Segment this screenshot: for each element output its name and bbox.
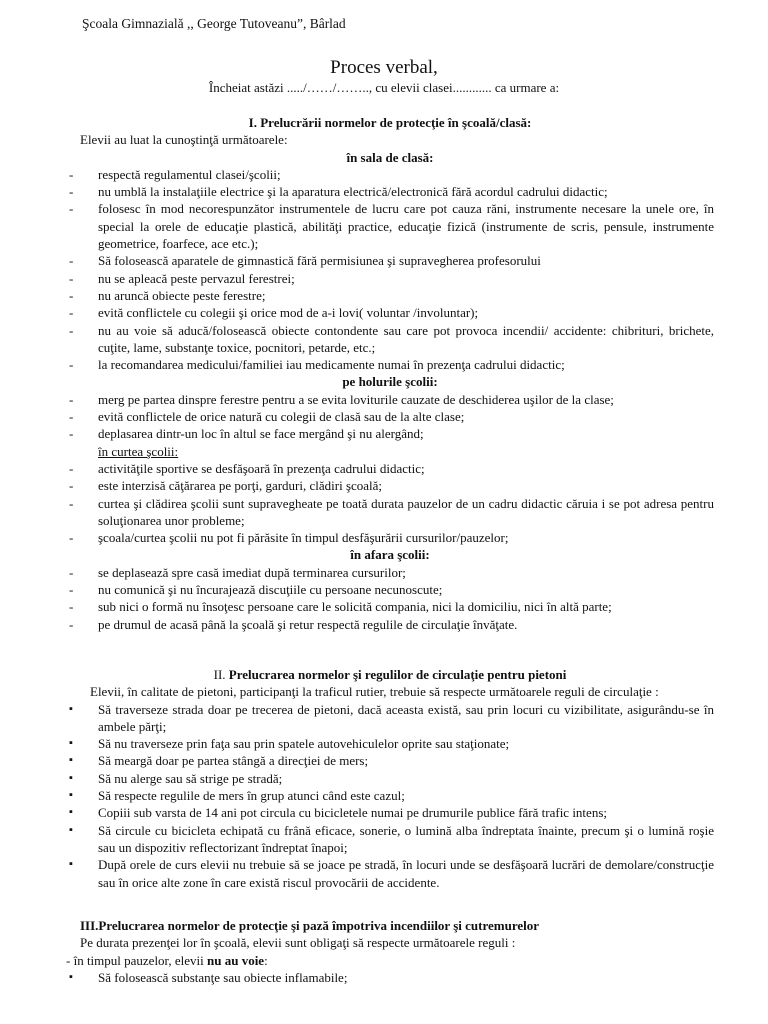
pauze-prefix: - în timpul pauzelor, elevii (66, 952, 207, 968)
section-3-pauze (66, 952, 714, 969)
section-1-heading: I. Prelucrării normelor de protecţie în şcoală/clasă: (248, 115, 532, 130)
list-item: ▪ Să circule cu bicicleta echipată cu frână eficace, sonerie, o lumină alba îndreptata înainte, precum şi o lumină roşie sau un dispozitiv reflectorizant îndreptat înapoi; (66, 822, 714, 857)
section-2 (66, 666, 714, 891)
section-1-intro: Elevii au luat la cunoştinţă următoarele: (80, 132, 288, 148)
list-item: - activităţile sportive se desfăşoară în prezenţa cadrului didactic; (66, 460, 714, 477)
subheading-holuri: pe holurile şcolii: (342, 374, 438, 390)
pauze-bold: nu au voie (207, 952, 265, 968)
list-item: - este interzisă căţărarea pe porţi, garduri, clădiri şcoală; (66, 477, 714, 494)
document-title: Proces verbal, (330, 57, 438, 78)
school-name: Şcoala Gimnazială ,, George Tutoveanu”, Bârlad (82, 16, 346, 31)
list-item: ▪ Să respecte regulile de mers în grup atunci când este cazul; (66, 787, 714, 804)
list-item: ▪ Copiii sub varsta de 14 ani pot circula cu bicicletele numai pe drumurile publice fără trafic intens; (66, 804, 714, 821)
list-item: - merg pe partea dinspre ferestre pentru a se evita loviturile cauzate de deschiderea uşilor de la clase; (66, 391, 714, 408)
list-item: ▪ Să nu alerge sau să strige pe stradă; (66, 770, 714, 787)
list-item: - evită conflictele cu colegii şi orice mod de a-i lovi( voluntar /involuntar); (66, 304, 714, 321)
list-holuri (66, 391, 714, 443)
list-item: ▪ Să nu traverseze prin faţa sau prin spatele autovehiculelor oprite sau staţionate; (66, 735, 714, 752)
list-item: - Să folosească aparatele de gimnastică fără permisiunea şi supravegherea profesorului (66, 252, 714, 269)
list-item: ▪ Să traverseze strada doar pe trecerea de pietoni, dacă aceasta există, sau prin locuri cu vizibilitate, asigurându-se în ambele părţi; (66, 701, 714, 736)
list-incendii (66, 969, 714, 986)
list-item: - folosesc în mod necorespunzător instrumentele de lucru care pot cauza răni, instrumente necesare la unele ore, în special la orele de educaţie plastică, abilităţi practice, educaţie fizică (instrumente de scris, pensule, instrumente geometrice, foarfece, ace etc.); (66, 200, 714, 252)
list-item: - evită conflictele de orice natură cu colegii de clasă sau de la alte clase; (66, 408, 714, 425)
section-2-heading (66, 666, 714, 683)
list-item: - nu umblă la instalaţiile electrice şi la aparatura electrică/electronică fără acordul cadrului didactic; (66, 183, 714, 200)
list-item: - nu comunică şi nu încurajează discuţiile cu persoane necunoscute; (66, 581, 714, 598)
list-item: - nu aruncă obiecte peste ferestre; (66, 287, 714, 304)
subheading-afara: în afara şcolii: (350, 547, 430, 563)
section-1 (66, 114, 714, 633)
pauze-suffix: : (264, 952, 268, 968)
list-item: ▪ După orele de curs elevii nu trebuie să se joace pe stradă, în locuri unde se desfăşoară lucrări de demolare/construcţie sau în orice alte zone în care există riscul provocării de accidente. (66, 856, 714, 891)
section-3-heading: III.Prelucrarea normelor de protecţie şi pază împotriva incendiilor şi cutremurelor (80, 918, 540, 933)
list-sala (66, 166, 714, 374)
subheading-curte: în curtea şcolii: (98, 443, 179, 459)
list-item: - se deplasează spre casă imediat după terminarea cursurilor; (66, 564, 714, 581)
list-item: - şcoala/curtea şcolii nu pot fi părăsite în timpul desfăşurării cursurilor/pauzelor; (66, 529, 714, 546)
section-2-intro: Elevii, în calitate de pietoni, participanţi la traficul rutier, trebuie să respecte următoarele reguli de circulaţie : (90, 684, 659, 700)
list-item: - curtea şi clădirea şcolii sunt supravegheate pe toată durata pauzelor de un cadru didactic căruia i se pot adresa pentru soluţionarea unor probleme; (66, 495, 714, 530)
list-item: - nu au voie să aducă/folosească obiecte contondente sau care pot provoca incendii/ accidente: chibrituri, brichete, cuţite, lame, substanţe toxice, pocnitori, petarde, etc.; (66, 322, 714, 357)
list-item: ▪ Să meargă doar pe partea stângă a direcţiei de mers; (66, 752, 714, 769)
list-item: - la recomandarea medicului/familiei iau medicamente numai în prezenţa cadrului didactic; (66, 356, 714, 373)
section-2-number: II. (213, 667, 229, 682)
list-item: - nu se apleacă peste pervazul ferestrei; (66, 270, 714, 287)
list-item: - sub nici o formă nu însoţesc persoane care le solicită compania, nici la domiciliu, nici în altă parte; (66, 598, 714, 615)
list-afara (66, 564, 714, 633)
document-subtitle: Încheiat astăzi ...../……/…….., cu elevii clasei............ ca urmare a: (208, 80, 560, 95)
list-circulatie (66, 701, 714, 891)
list-curte (66, 460, 714, 546)
list-item: - pe drumul de acasă până la şcoală şi retur respectă regulile de circulaţie învăţate. (66, 616, 714, 633)
list-item: ▪ Să folosească substanţe sau obiecte inflamabile; (66, 969, 714, 986)
section-3 (66, 917, 714, 986)
list-item: - deplasarea dintr-un loc în altul se face mergând şi nu alergând; (66, 425, 714, 442)
section-2-title: Prelucrarea normelor şi regulilor de circulaţie pentru pietoni (228, 667, 567, 682)
section-3-intro: Pe durata prezenţei lor în şcoală, elevii sunt obligaţi să respecte următoarele reguli : (80, 935, 516, 951)
subheading-sala: în sala de clasă: (346, 149, 434, 165)
list-item: - respectă regulamentul clasei/şcolii; (66, 166, 714, 183)
